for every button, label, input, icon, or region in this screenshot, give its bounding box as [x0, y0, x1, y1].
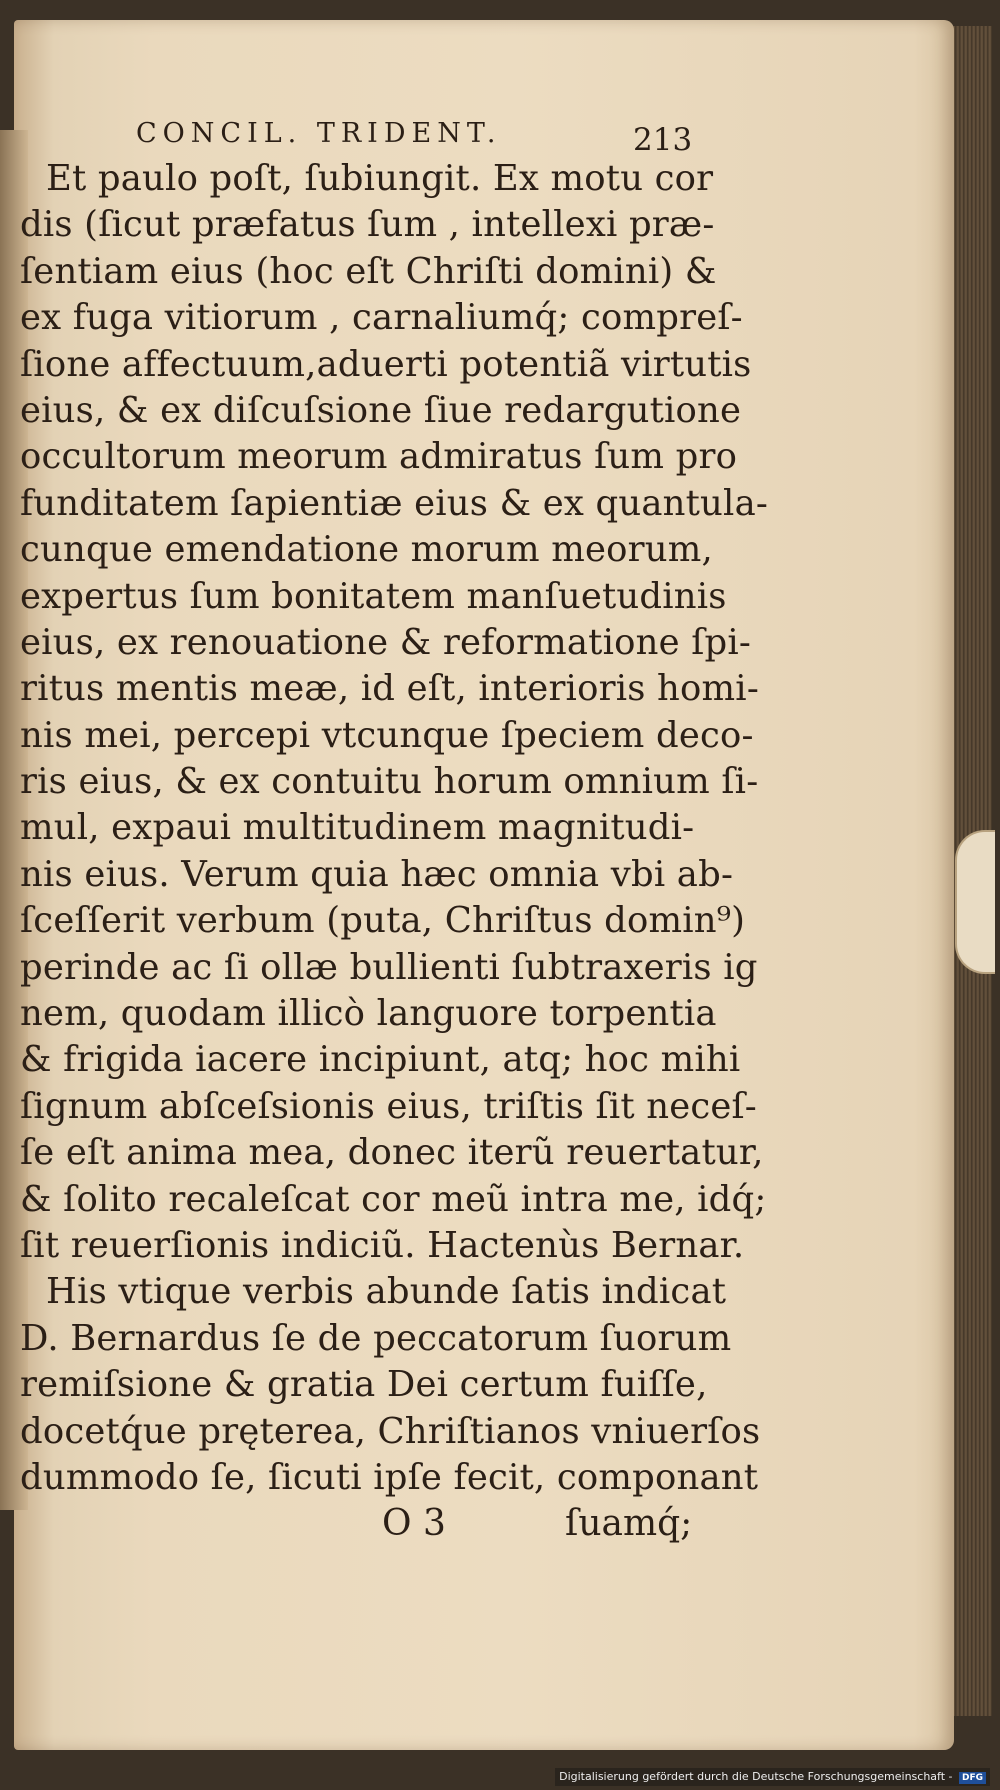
folio-number: 213 [633, 122, 693, 158]
dfg-logo: DFG [959, 1772, 986, 1784]
body-text [20, 156, 769, 1501]
text-line: ſit reuerſionis indiciũ. Hactenùs Bernar. [20, 1224, 745, 1266]
running-head [20, 110, 710, 156]
signature-mark: O 3 [382, 1503, 446, 1545]
digitization-credit [555, 1768, 990, 1786]
text-line: perinde ac ſi ollæ bullienti ſubtraxeris ig [20, 946, 758, 988]
text-line: remiſsione & gratia Dei certum fuiſſe, [20, 1364, 708, 1406]
text-line: occultorum meorum admiratus ſum pro [20, 436, 738, 478]
text-line: His vtique verbis abunde ſatis indicat [46, 1271, 727, 1313]
text-line: expertus ſum bonitatem manſuetudinis [20, 575, 727, 617]
text-line: cunque emendatione morum meorum, [20, 529, 713, 571]
text-line: ex fuga vitiorum , carnaliumq́; compreſ- [20, 297, 743, 339]
text-line: ſentiam eius (hoc eſt Chriſti domini) & [20, 250, 717, 292]
text-line: eius, & ex diſcuſsione ſiue redargutione [20, 389, 742, 431]
page-tab-marker [955, 830, 995, 974]
text-line: ſione affectuum,aduerti potentiã virtutis [20, 343, 752, 385]
credit-text: Digitalisierung gefördert durch die Deutsche Forschungsgemeinschaft - [559, 1770, 953, 1783]
text-line: Et paulo poſt, ſubiungit. Ex motu cor [46, 158, 714, 199]
text-line: funditatem ſapientiæ eius & ex quantula- [20, 482, 769, 524]
text-block [20, 110, 769, 1551]
text-line: D. Bernardus ſe de peccatorum ſuorum [20, 1317, 732, 1359]
page-footer [20, 1501, 710, 1551]
text-line: & ſolito recaleſcat cor meũ intra me, idq́; [20, 1178, 767, 1220]
text-line: dummodo ſe, ſicuti ipſe fecit, componant [20, 1456, 759, 1498]
text-line: nem, quodam illicò languore torpentia [20, 993, 717, 1035]
text-line: & frigida iacere incipiunt, atq; hoc mihi [20, 1039, 741, 1081]
text-line: mul, expaui multitudinem magnitudi- [20, 807, 695, 849]
running-title: CONCIL. TRIDENT. [136, 118, 502, 149]
text-line: ſignum abſceſsionis eius, triſtis ſit neceſ- [20, 1085, 757, 1127]
text-line: ſceſſerit verbum (puta, Chriſtus domin⁹) [20, 900, 746, 942]
text-line: ſe eſt anima mea, donec iterũ reuertatur, [20, 1132, 764, 1174]
catchword: ſuamq́; [565, 1503, 693, 1545]
text-line: docetq́ue pręterea, Chriſtianos vniuerſos [20, 1410, 761, 1452]
text-line: ritus mentis meæ, id eſt, interioris homi- [20, 668, 759, 710]
text-line: eius, ex renouatione & reformatione ſpi- [20, 621, 752, 663]
text-line: nis mei, percepi vtcunque ſpeciem deco- [20, 714, 754, 756]
text-line: ris eius, & ex contuitu horum omnium ſi- [20, 761, 759, 803]
text-line: nis eius. Verum quia hæc omnia vbi ab- [20, 853, 734, 895]
text-line: dis (ſicut præfatus ſum , intellexi præ- [20, 204, 715, 246]
